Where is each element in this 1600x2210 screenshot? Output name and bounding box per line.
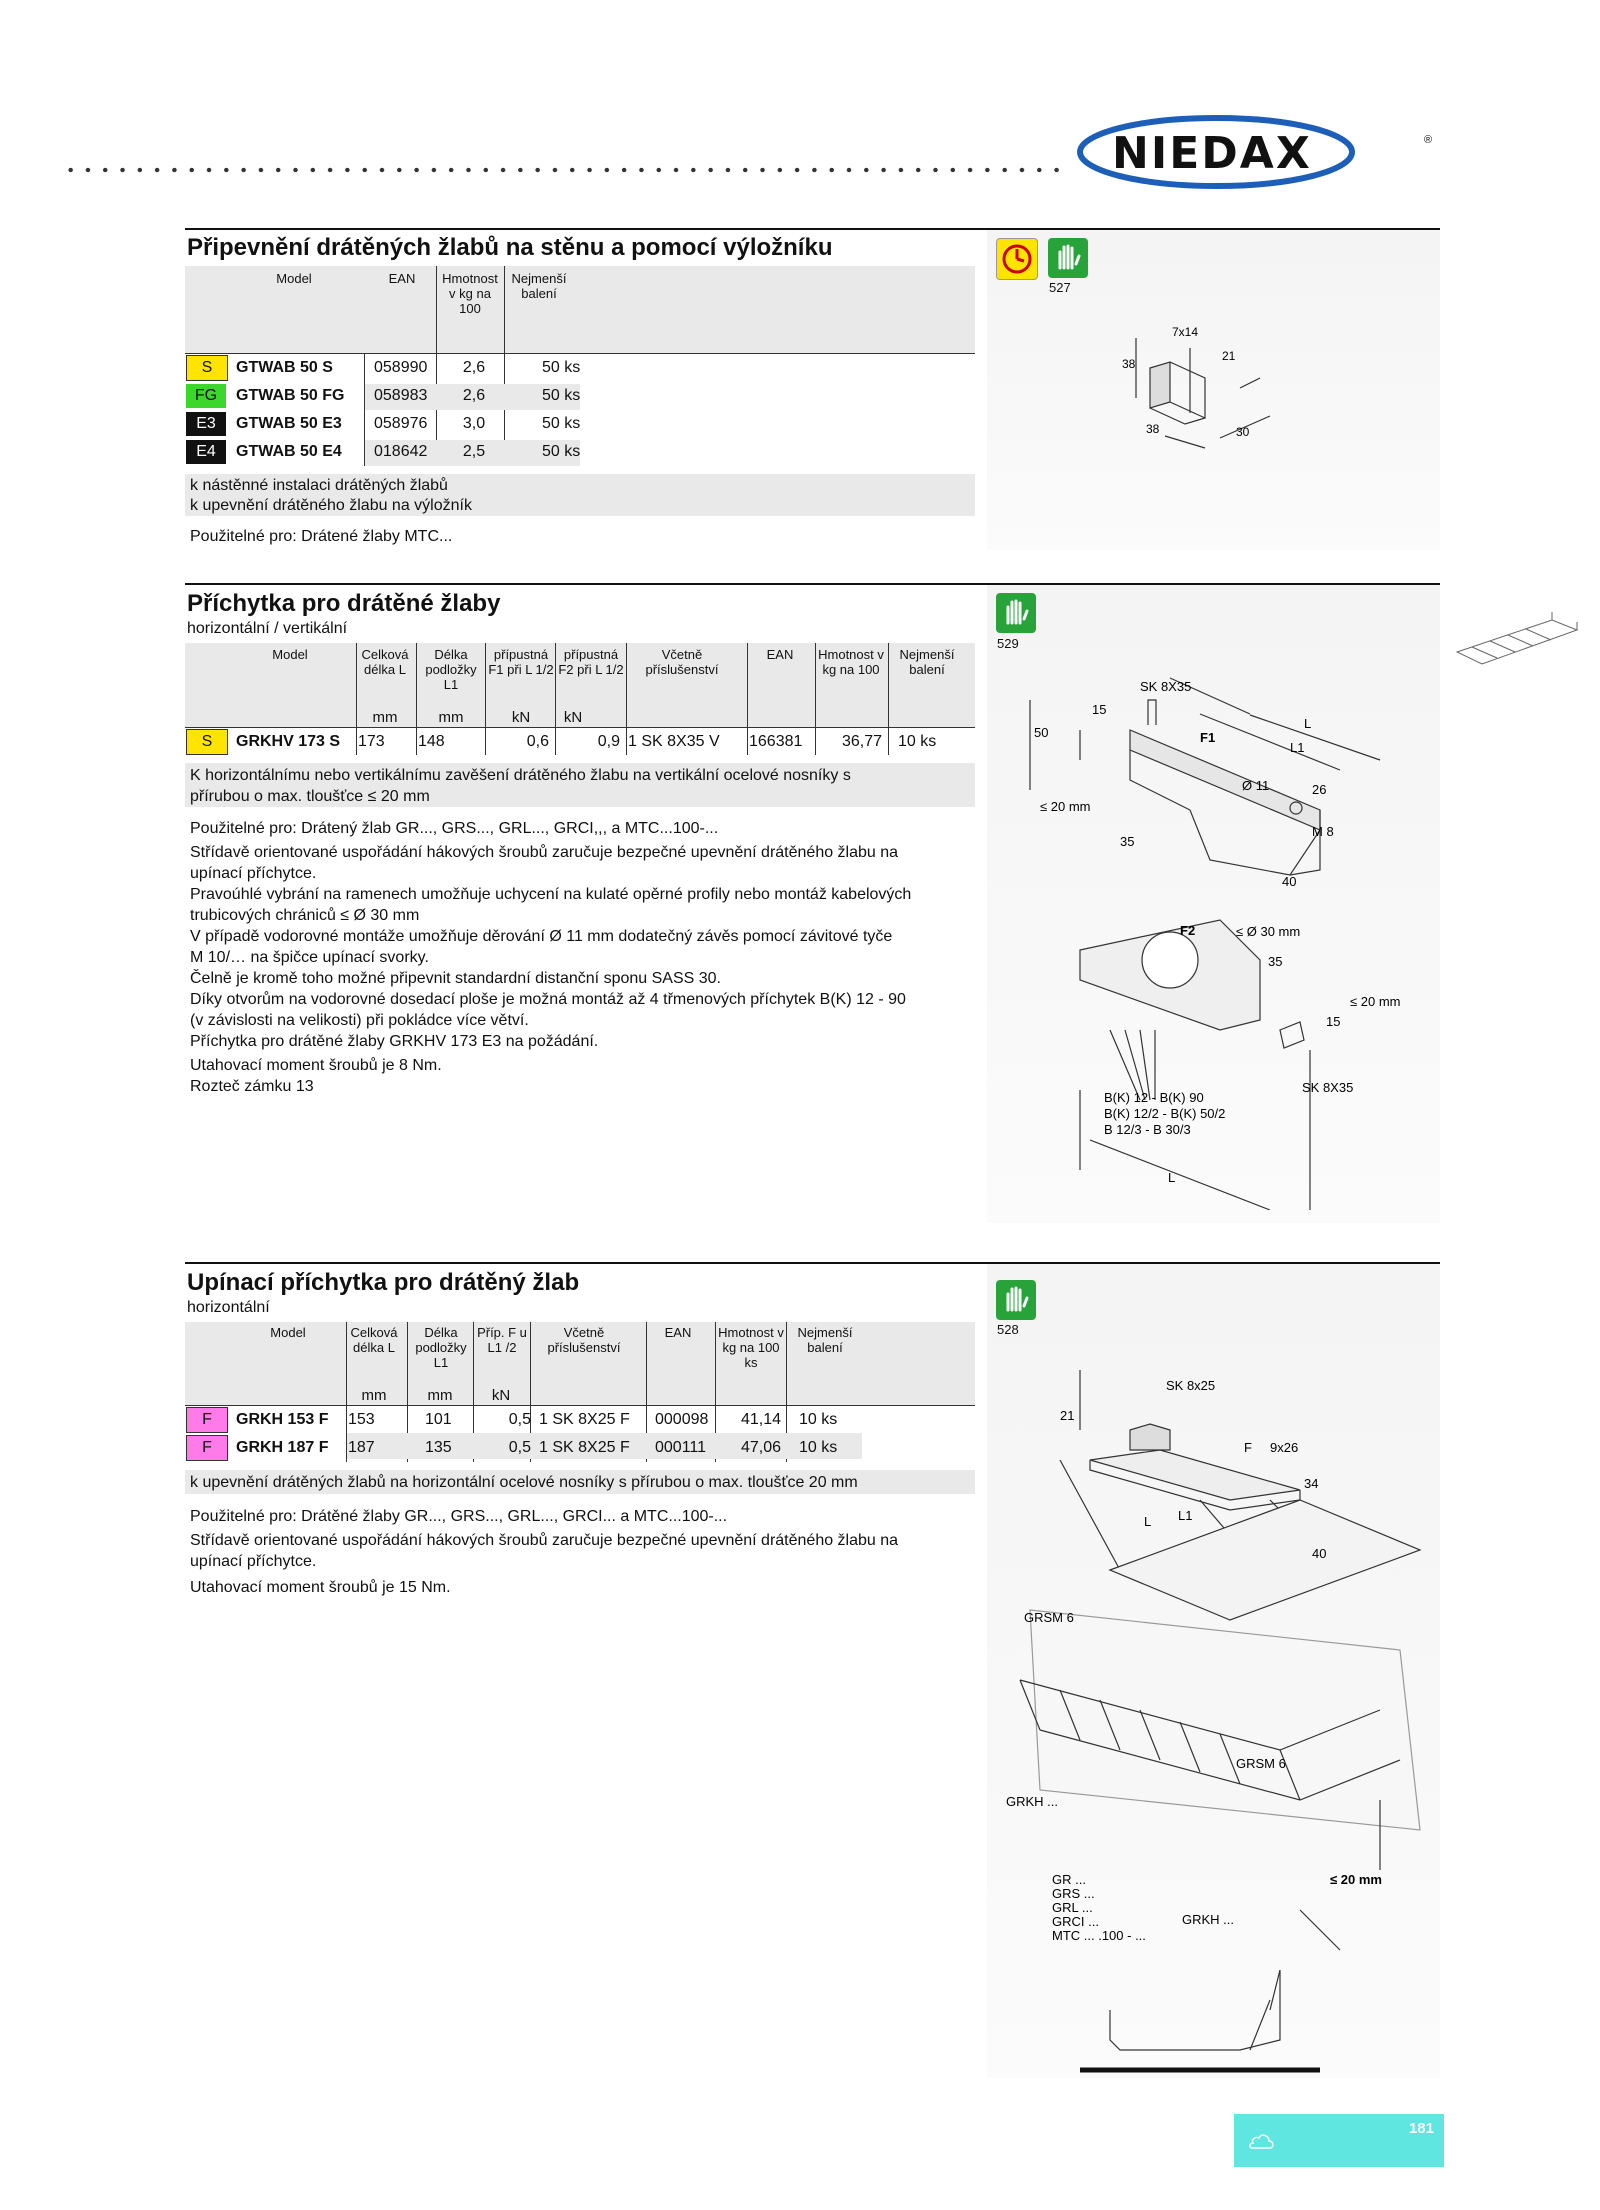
code-badge: F [186, 1435, 228, 1461]
unit-label: kN [491, 1387, 511, 1404]
clip-drawing-2 [1020, 670, 1420, 1210]
logo-registered: ® [1424, 134, 1433, 146]
weight-cell: 36,77 [841, 733, 882, 750]
f-cell: 0,5 [508, 1411, 531, 1428]
note-line: Příchytka pro drátěné žlaby GRKHV 173 E3 na požádání. [190, 1033, 599, 1050]
col-header: Včetně příslušenství [645, 647, 719, 677]
col-header: EAN [766, 647, 794, 662]
description-line: k nástěnné instalaci drátěných žlabů [190, 477, 448, 494]
drawing-label: F2 [1180, 923, 1196, 938]
note-line: Použitelné pro: Drátený žlab GR..., GRS..., GRL..., GRCI,,, a MTC...100-... [190, 820, 719, 837]
ean-cell: 058976 [374, 415, 428, 432]
section-title: Upínací příchytka pro drátěný žlab [187, 1269, 580, 1296]
drawing-label: F [1244, 1440, 1252, 1455]
hand-icon [996, 593, 1036, 633]
drawing-label: ≤ Ø 30 mm [1236, 924, 1301, 939]
table-row [182, 410, 606, 438]
clamp-drawing-3 [1000, 1350, 1440, 2080]
note-line: upínací příchytce. [190, 1553, 317, 1570]
col-header: Model [270, 1325, 306, 1340]
drawing-label: MTC ... .100 - ... [1052, 1928, 1146, 1943]
note-line: trubicových chrániců ≤ Ø 30 mm [190, 907, 420, 924]
note-line: Použitelné pro: Drátené žlaby MTC... [190, 528, 453, 545]
weight-cell: 47,06 [740, 1439, 781, 1456]
unit-label: mm [361, 1387, 387, 1404]
weight-cell: 2,6 [462, 387, 486, 404]
product-table [182, 1406, 869, 1462]
code-badge: FG [186, 384, 226, 408]
f1-cell: 0,6 [526, 733, 549, 750]
drawing-label: GRSM 6 [1236, 1756, 1286, 1771]
drawing-label: GRSM 6 [1024, 1610, 1074, 1625]
page-number-tab [1234, 2114, 1444, 2167]
drawing-label: L [1144, 1514, 1152, 1529]
drawing-label: 35 [1268, 954, 1283, 969]
weight-cell: 3,0 [462, 415, 486, 432]
col-header: Model [276, 271, 312, 286]
drawing-label: 34 [1304, 1476, 1319, 1491]
note-line: Díky otvorům na vodorovné dosedací ploše je možná montáž až 4 třmenových příchytek B(K) 12 - 90 [190, 991, 906, 1008]
table-row [182, 382, 606, 410]
ean-cell: 058990 [374, 359, 428, 376]
drawing-label: 40 [1282, 874, 1297, 889]
bracket-drawing-1 [1110, 318, 1290, 458]
pack-cell: 10 ks [898, 733, 937, 750]
description-line: k upevnění drátěného žlabu na výložník [190, 497, 472, 514]
section-subtitle: horizontální [187, 1299, 270, 1316]
f2-cell: 0,9 [597, 733, 620, 750]
ean-cell: 058983 [374, 387, 428, 404]
drawing-label: GRKH ... [1182, 1912, 1235, 1927]
section-title: Příchytka pro drátěné žlaby [187, 590, 501, 617]
drawing-label: SK 8X35 [1302, 1080, 1354, 1095]
col-header: Nejmenší balení [511, 271, 567, 301]
drawing-label: B(K) 12 - B(K) 90 [1104, 1090, 1204, 1105]
unit-label: kN [511, 709, 531, 726]
pack-cell: 10 ks [799, 1439, 838, 1456]
drawing-label: 21 [1222, 349, 1236, 363]
wire-tray-icon [1452, 612, 1582, 672]
drawing-label: L [1168, 1170, 1176, 1185]
unit-label: kN [563, 709, 583, 726]
pack-cell: 50 ks [542, 387, 581, 404]
col-header: Nejmenší balení [899, 647, 955, 677]
weight-cell: 2,6 [462, 359, 486, 376]
note-line: M 10/… na špičce upínací svorky. [190, 949, 429, 966]
logo-text: NIEDAX [1112, 128, 1312, 179]
model-cell: GRKH 153 F [236, 1411, 329, 1428]
pack-cell: 10 ks [799, 1411, 838, 1428]
accessory-cell: 1 SK 8X25 F [539, 1411, 630, 1428]
hand-icon [1048, 238, 1088, 278]
col-header: EAN [388, 271, 416, 286]
table-row [182, 728, 972, 756]
description-line: k upevnění drátěných žlabů na horizontální ocelové nosníky s přírubou o max. tloušťce 20 mm [190, 1474, 858, 1491]
col-header: Nejmenší balení [797, 1325, 853, 1355]
drawing-label: M 8 [1312, 824, 1334, 839]
drawing-label: GRL ... [1052, 1900, 1093, 1915]
description-line: K horizontálnímu nebo vertikálnímu zavěšení drátěného žlabu na vertikální ocelové nosníky s [190, 767, 851, 784]
model-cell: GRKH 187 F [236, 1439, 329, 1456]
section-title: Připevnění drátěných žlabů na stěnu a pomocí výložníku [187, 234, 833, 261]
drawing-label: 21 [1060, 1408, 1075, 1423]
length-cell: 173 [358, 733, 385, 750]
drawing-label: L [1304, 716, 1312, 731]
icon-number: 527 [1049, 280, 1071, 295]
note-line: Utahovací moment šroubů je 8 Nm. [190, 1057, 442, 1074]
col-header: přípustná F1 při L 1/2 [488, 647, 554, 677]
drawing-label: B 12/3 - B 30/3 [1104, 1122, 1191, 1137]
accessory-cell: 1 SK 8X35 V [628, 733, 720, 750]
ean-cell: 166381 [749, 733, 803, 750]
accessory-cell: 1 SK 8X25 F [539, 1439, 630, 1456]
drawing-label: ≤ 20 mm [1040, 799, 1091, 814]
drawing-label: B(K) 12/2 - B(K) 50/2 [1104, 1106, 1226, 1121]
ean-cell: 000098 [655, 1411, 709, 1428]
product-table [182, 354, 606, 466]
code-badge: F [186, 1407, 228, 1433]
note-line: Rozteč zámku 13 [190, 1078, 314, 1095]
table-row [182, 354, 606, 382]
icon-number: 528 [997, 1322, 1019, 1337]
col-header: EAN [664, 1325, 692, 1340]
col-header: Příp. F u L1 /2 [477, 1325, 527, 1355]
drawing-label: F1 [1200, 730, 1216, 745]
pad-cell: 148 [418, 733, 445, 750]
note-line: Střídavě orientované uspořádání hákových šroubů zaručuje bezpečné upevnění drátěného žlabu na [190, 844, 899, 861]
col-header: Celková délka L [350, 1325, 398, 1355]
pack-cell: 50 ks [542, 443, 581, 460]
drawing-label: 50 [1034, 725, 1049, 740]
weight-cell: 41,14 [740, 1411, 781, 1428]
weight-cell: 2,5 [462, 443, 486, 460]
code-badge: S [186, 355, 228, 381]
table-row [182, 438, 606, 466]
col-header: Délka podložky L1 [425, 647, 477, 692]
drawing-label: SK 8X35 [1140, 679, 1192, 694]
ean-cell: 000111 [655, 1439, 707, 1456]
dotted-rule [62, 166, 1062, 174]
col-header: Hmotnost v kg na 100 [442, 271, 498, 316]
model-cell: GRKHV 173 S [236, 733, 341, 750]
pad-cell: 135 [425, 1439, 452, 1456]
model-cell: GTWAB 50 S [236, 359, 333, 376]
f-cell: 0,5 [508, 1439, 531, 1456]
note-line: Použitelné pro: Drátěné žlaby GR..., GRS..., GRL..., GRCI... a MTC...100-... [190, 1508, 728, 1525]
hand-icon [996, 1280, 1036, 1320]
pack-cell: 50 ks [542, 359, 581, 376]
drawing-label: SK 8x25 [1166, 1378, 1216, 1393]
ean-cell: 018642 [374, 443, 428, 460]
drawing-label: 38 [1146, 422, 1160, 436]
unit-label: mm [372, 709, 398, 726]
drawing-label: ≤ 20 mm [1330, 1872, 1382, 1887]
col-header: Hmotnost v kg na 100 [818, 647, 884, 677]
unit-label: mm [427, 1387, 453, 1404]
pad-cell: 101 [425, 1411, 452, 1428]
niedax-logo [1076, 112, 1440, 192]
model-cell: GTWAB 50 FG [236, 387, 345, 404]
drawing-label: 15 [1326, 1014, 1341, 1029]
note-line: Střídavě orientované uspořádání hákových šroubů zaručuje bezpečné upevnění drátěného žlabu na [190, 1532, 899, 1549]
model-cell: GTWAB 50 E4 [236, 443, 342, 460]
drawing-label: GRKH ... [1006, 1794, 1059, 1809]
section-subtitle: horizontální / vertikální [187, 620, 348, 637]
table-row [182, 1434, 869, 1462]
drawing-label: 38 [1122, 357, 1136, 371]
drawing-label: 26 [1312, 782, 1327, 797]
table-row [182, 1406, 869, 1434]
drawing-label: 15 [1092, 702, 1107, 717]
length-cell: 187 [348, 1439, 375, 1456]
code-badge: E3 [186, 412, 226, 436]
clock-icon [996, 238, 1038, 280]
drawing-label: Ø 11 [1242, 778, 1270, 793]
unit-label: mm [438, 709, 464, 726]
drawing-label: GRCI ... [1052, 1914, 1099, 1929]
drawing-label: ≤ 20 mm [1350, 994, 1401, 1009]
note-line: Čelně je kromě toho možné připevnit standardní distanční sponu SASS 30. [190, 970, 721, 987]
drawing-label: 7x14 [1172, 325, 1199, 339]
col-header: Délka podložky L1 [415, 1325, 467, 1370]
code-badge: E4 [186, 440, 226, 464]
drawing-label: 35 [1120, 834, 1135, 849]
drawing-label: L1 [1290, 740, 1305, 755]
col-header: Model [272, 647, 308, 662]
code-badge: S [186, 729, 228, 755]
drawing-label: 9x26 [1270, 1440, 1299, 1455]
drawing-label: GRS ... [1052, 1886, 1095, 1901]
product-table [182, 728, 972, 756]
note-line: Utahovací moment šroubů je 15 Nm. [190, 1579, 451, 1596]
col-header: přípustná F2 při L 1/2 [558, 647, 624, 677]
note-line: V případě vodorovné montáže umožňuje děrování Ø 11 mm dodatečný závěs pomocí závitové tyče [190, 928, 893, 945]
col-header: Celková délka L [361, 647, 409, 677]
drawing-label: 40 [1312, 1546, 1327, 1561]
cloud-icon [1246, 2126, 1276, 2156]
drawing-label: GR ... [1052, 1872, 1086, 1887]
model-cell: GTWAB 50 E3 [236, 415, 342, 432]
drawing-label: 30 [1236, 425, 1250, 439]
col-header: Hmotnost v kg na 100 ks [718, 1325, 784, 1370]
note-line: (v závislosti na velikosti) při pokládce více větví. [190, 1012, 529, 1029]
length-cell: 153 [348, 1411, 375, 1428]
note-line: upínací příchytce. [190, 865, 317, 882]
col-header: Včetně příslušenství [547, 1325, 621, 1355]
drawing-label: L1 [1178, 1508, 1193, 1523]
icon-number: 529 [997, 636, 1019, 651]
pack-cell: 50 ks [542, 415, 581, 432]
description-line: přírubou o max. tloušťce ≤ 20 mm [190, 788, 430, 805]
note-line: Pravoúhlé vybrání na ramenech umožňuje uchycení na kulaté opěrné profily nebo montáž kabelových [190, 886, 912, 903]
page-number: 181 [1408, 2120, 1434, 2137]
